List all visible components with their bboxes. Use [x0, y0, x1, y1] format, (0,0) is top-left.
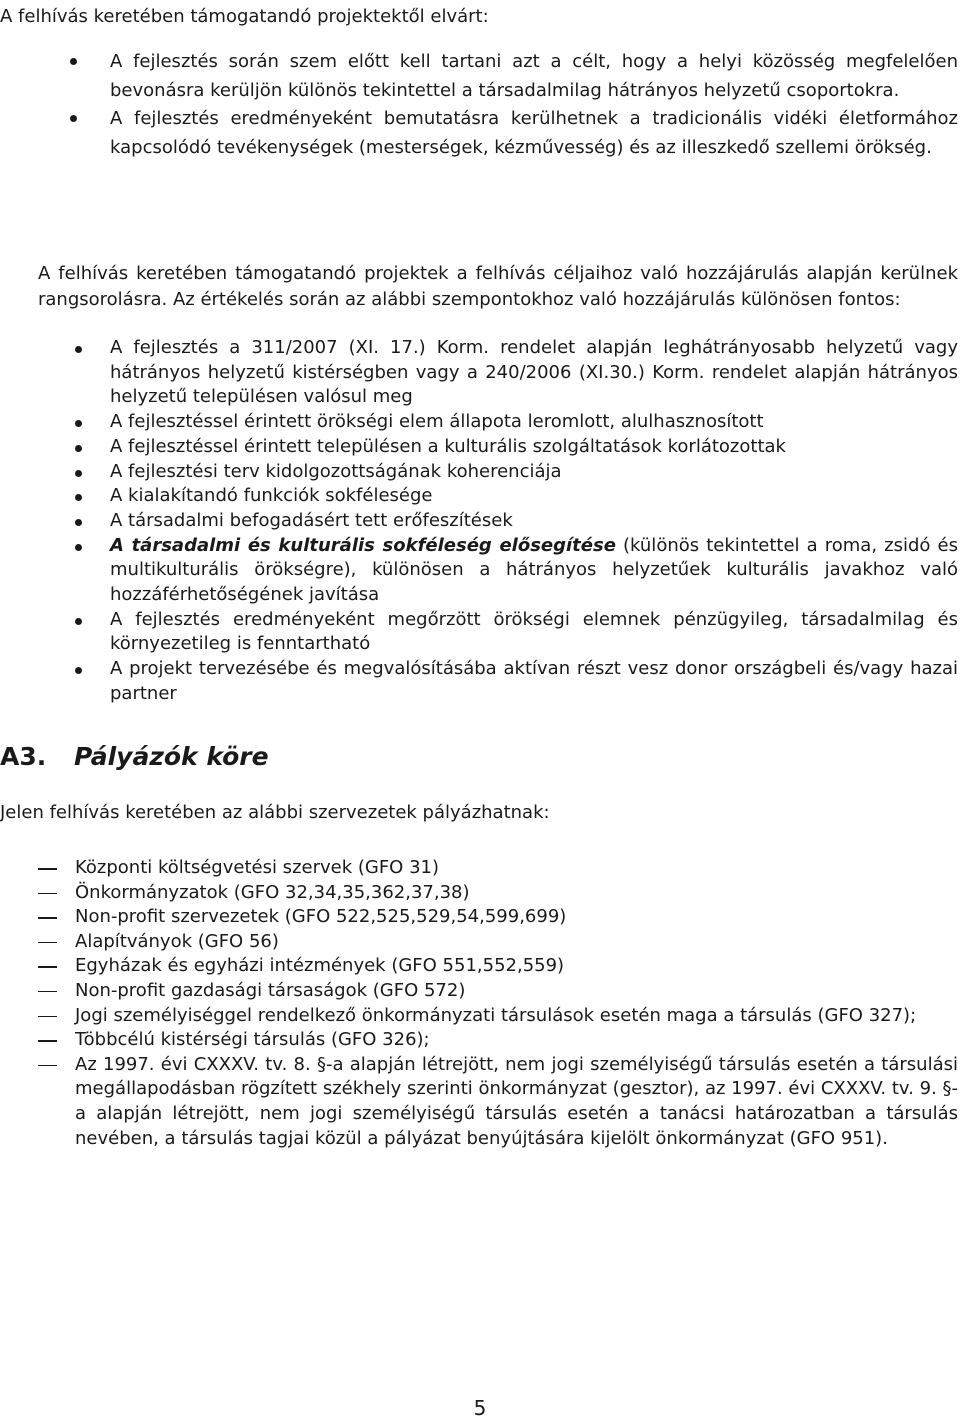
section-number: A3.: [0, 742, 47, 771]
bullet-icon: [75, 445, 82, 452]
list-item: A fejlesztés során szem előtt kell tartani azt a célt, hogy a helyi közösség megfelelően bevonásra kerüljön különös tekintettel a társadalmilag hátrányos helyzetű csoportokra.: [0, 48, 960, 105]
bullet-icon: [70, 115, 77, 122]
list-item: A kialakítandó funkciók sokfélesége: [0, 484, 960, 509]
list-item: A fejlesztés eredményeként bemutatásra kerülhetnek a tradicionális vidéki életformához kapcsolódó tevékenységek (mesterségek, kézművesség) és az illeszkedő szellemi örökség.: [0, 105, 960, 162]
emphasis-text: A társadalmi és kulturális sokféleség elősegítése: [110, 534, 616, 556]
page-number: 5: [473, 1396, 487, 1420]
dash-icon: [38, 991, 57, 993]
dash-icon: [38, 1016, 57, 1018]
dash-icon: [38, 893, 57, 895]
list-item: Többcélú kistérségi társulás (GFO 326);: [0, 1028, 960, 1053]
list-item: A projekt tervezésébe és megvalósításába aktívan részt vesz donor országbeli és/vagy hazai partner: [0, 657, 960, 706]
list-item: Egyházak és egyházi intézmények (GFO 551,552,559): [0, 954, 960, 979]
bullet-icon: [75, 346, 82, 353]
list-item: Az 1997. évi CXXXV. tv. 8. §-a alapján létrejött, nem jogi személyiségű társulás esetén a társulási megállapodásban rögzített székhely szerinti önkormányzat (gesztor), az 1997. évi CXXXV. tv. 9. §-a alapján létrejött, nem jogi személyiségű társulás esetén a tanácsi határozatban a társulás nevében, a társulás tagjai közül a pályázat benyújtására kijelölt önkormányzat (GFO 951).: [0, 1053, 960, 1151]
bullet-icon: [75, 420, 82, 427]
eligible-intro: Jelen felhívás keretében az alábbi szervezetek pályázhatnak:: [0, 802, 550, 823]
list-item: Önkormányzatok (GFO 32,34,35,362,37,38): [0, 881, 960, 906]
bullet-icon: [70, 58, 77, 65]
dash-icon: [38, 917, 57, 919]
section-heading: [0, 741, 269, 773]
list-item: A fejlesztési terv kidolgozottságának koherenciája: [0, 460, 960, 485]
list-item: A fejlesztéssel érintett örökségi elem állapota leromlott, alulhasznosított: [0, 410, 960, 435]
list-item: Non-profit gazdasági társaságok (GFO 572): [0, 979, 960, 1004]
criteria-list: [0, 336, 960, 707]
list-item: Alapítványok (GFO 56): [0, 930, 960, 955]
dash-icon: [38, 868, 57, 870]
list-item: A társadalmi befogadásért tett erőfeszítések: [0, 509, 960, 534]
eligible-list: [0, 856, 960, 1151]
expectations-list: [0, 48, 960, 162]
list-item: Non-profit szervezetek (GFO 522,525,529,54,599,699): [0, 905, 960, 930]
list-item: A fejlesztéssel érintett településen a kulturális szolgáltatások korlátozottak: [0, 435, 960, 460]
bullet-icon: [75, 494, 82, 501]
bullet-icon: [75, 519, 82, 526]
dash-icon: [38, 1040, 57, 1042]
list-item: A fejlesztés a 311/2007 (XI. 17.) Korm. rendelet alapján leghátrányosabb helyzetű vagy hátrányos helyzetű kistérségben vagy a 240/2006 (XI.30.) Korm. rendelet alapján hátrányos helyzetű településen valósul meg: [0, 336, 960, 410]
bullet-icon: [75, 470, 82, 477]
list-item: A fejlesztés eredményeként megőrzött örökségi elemnek pénzügyileg, társadalmilag és környezetileg is fenntartható: [0, 608, 960, 657]
ranking-paragraph: A felhívás keretében támogatandó projektek a felhívás céljaihoz való hozzájárulás alapján kerülnek rangsorolásra. Az értékelés során az alábbi szempontokhoz való hozzájárulás különösen fontos:: [38, 263, 958, 310]
bullet-icon: [75, 544, 82, 551]
dash-icon: [38, 1065, 57, 1067]
bullet-icon: [75, 618, 82, 625]
list-item: A társadalmi és kulturális sokféleség elősegítése (különös tekintettel a roma, zsidó és multikulturális örökségre), különösen a hátrányos helyzetűek kulturális javakhoz való hozzáférhetőségének javítása: [0, 534, 960, 608]
intro-line: A felhívás keretében támogatandó projektektől elvárt:: [0, 6, 489, 27]
section-title: Pályázók köre: [74, 742, 269, 771]
dash-icon: [38, 966, 57, 968]
dash-icon: [38, 942, 57, 944]
list-item: Központi költségvetési szervek (GFO 31): [0, 856, 960, 881]
list-item: Jogi személyiséggel rendelkező önkormányzati társulások esetén maga a társulás (GFO 327);: [0, 1004, 960, 1029]
bullet-icon: [75, 667, 82, 674]
